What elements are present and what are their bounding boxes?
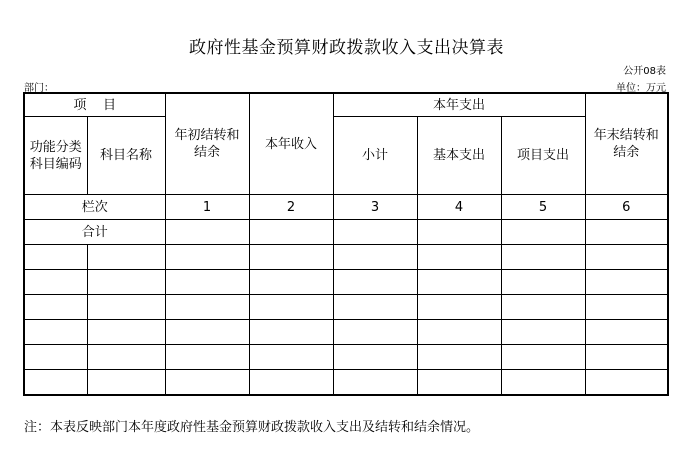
table-row: [24, 245, 668, 270]
table-cell: [87, 295, 165, 320]
header-item: 项 目: [24, 93, 165, 117]
table-cell: [24, 245, 87, 270]
table-cell: [501, 220, 585, 245]
table-cell: [333, 245, 417, 270]
table-cell: [501, 270, 585, 295]
table-cell: [585, 370, 668, 396]
table-cell: [249, 270, 333, 295]
table-cell: [87, 320, 165, 345]
table-row: [24, 270, 668, 295]
table-cell: [333, 320, 417, 345]
table-cell: [24, 320, 87, 345]
table-cell: [87, 245, 165, 270]
table-cell: [24, 370, 87, 396]
table-cell: [417, 295, 501, 320]
footnote: 注：本表反映部门本年度政府性基金预算财政拨款收入支出及结转和结余情况。: [24, 420, 480, 435]
header-func-code: 功能分类 科目编码: [24, 117, 87, 195]
table-row: [24, 295, 668, 320]
table-cell: [249, 245, 333, 270]
department-label: 部门：: [24, 83, 54, 94]
table-cell: [585, 220, 668, 245]
form-code: 公开08表: [623, 66, 666, 77]
table-cell: [333, 370, 417, 396]
table-cell: [249, 345, 333, 370]
table-row: [24, 345, 668, 370]
table-cell: [585, 295, 668, 320]
table-cell: [585, 270, 668, 295]
column-number: 6: [585, 195, 668, 220]
table-cell: [165, 270, 249, 295]
table-cell: [24, 270, 87, 295]
table-cell: [333, 345, 417, 370]
table-cell: [417, 320, 501, 345]
table-cell: [417, 345, 501, 370]
table-cell: [249, 320, 333, 345]
table-cell: [585, 345, 668, 370]
table-cell: [165, 370, 249, 396]
table-cell: [165, 220, 249, 245]
table-cell: [87, 370, 165, 396]
table-cell: [417, 370, 501, 396]
table-cell: [501, 370, 585, 396]
empty-rows: [24, 245, 668, 396]
table-cell: [165, 295, 249, 320]
budget-table: [23, 92, 669, 396]
column-row-label: 栏次: [24, 195, 165, 220]
header-income: 本年收入: [249, 93, 333, 195]
column-number: 2: [249, 195, 333, 220]
column-number: 1: [165, 195, 249, 220]
table-cell: [333, 295, 417, 320]
header-subtotal: 小计: [333, 117, 417, 195]
header-expenditure: 本年支出: [333, 93, 585, 117]
header-subject-name: 科目名称: [87, 117, 165, 195]
table-cell: [165, 320, 249, 345]
table-cell: [501, 295, 585, 320]
table-cell: [333, 220, 417, 245]
table-cell: [417, 270, 501, 295]
table-cell: [165, 345, 249, 370]
column-number: 4: [417, 195, 501, 220]
total-label: 合计: [24, 220, 165, 245]
table-cell: [249, 370, 333, 396]
table-cell: [501, 320, 585, 345]
table-cell: [333, 270, 417, 295]
table-cell: [249, 295, 333, 320]
table-cell: [417, 220, 501, 245]
table-cell: [585, 245, 668, 270]
table-cell: [585, 320, 668, 345]
header-begin-balance: 年初结转和 结余: [165, 93, 249, 195]
column-number: 5: [501, 195, 585, 220]
header-project: 项目支出: [501, 117, 585, 195]
column-number: 3: [333, 195, 417, 220]
header-basic: 基本支出: [417, 117, 501, 195]
table-cell: [24, 345, 87, 370]
table-cell: [501, 345, 585, 370]
unit-label: 单位：万元: [616, 83, 666, 94]
table-cell: [87, 345, 165, 370]
header-end-balance: 年末结转和 结余: [585, 93, 668, 195]
table-row: [24, 370, 668, 396]
table-cell: [249, 220, 333, 245]
page-title: 政府性基金预算财政拨款收入支出决算表: [189, 38, 504, 58]
table-cell: [87, 270, 165, 295]
table-cell: [24, 295, 87, 320]
table-cell: [417, 245, 501, 270]
table-cell: [501, 245, 585, 270]
table-row: [24, 320, 668, 345]
table-cell: [165, 245, 249, 270]
